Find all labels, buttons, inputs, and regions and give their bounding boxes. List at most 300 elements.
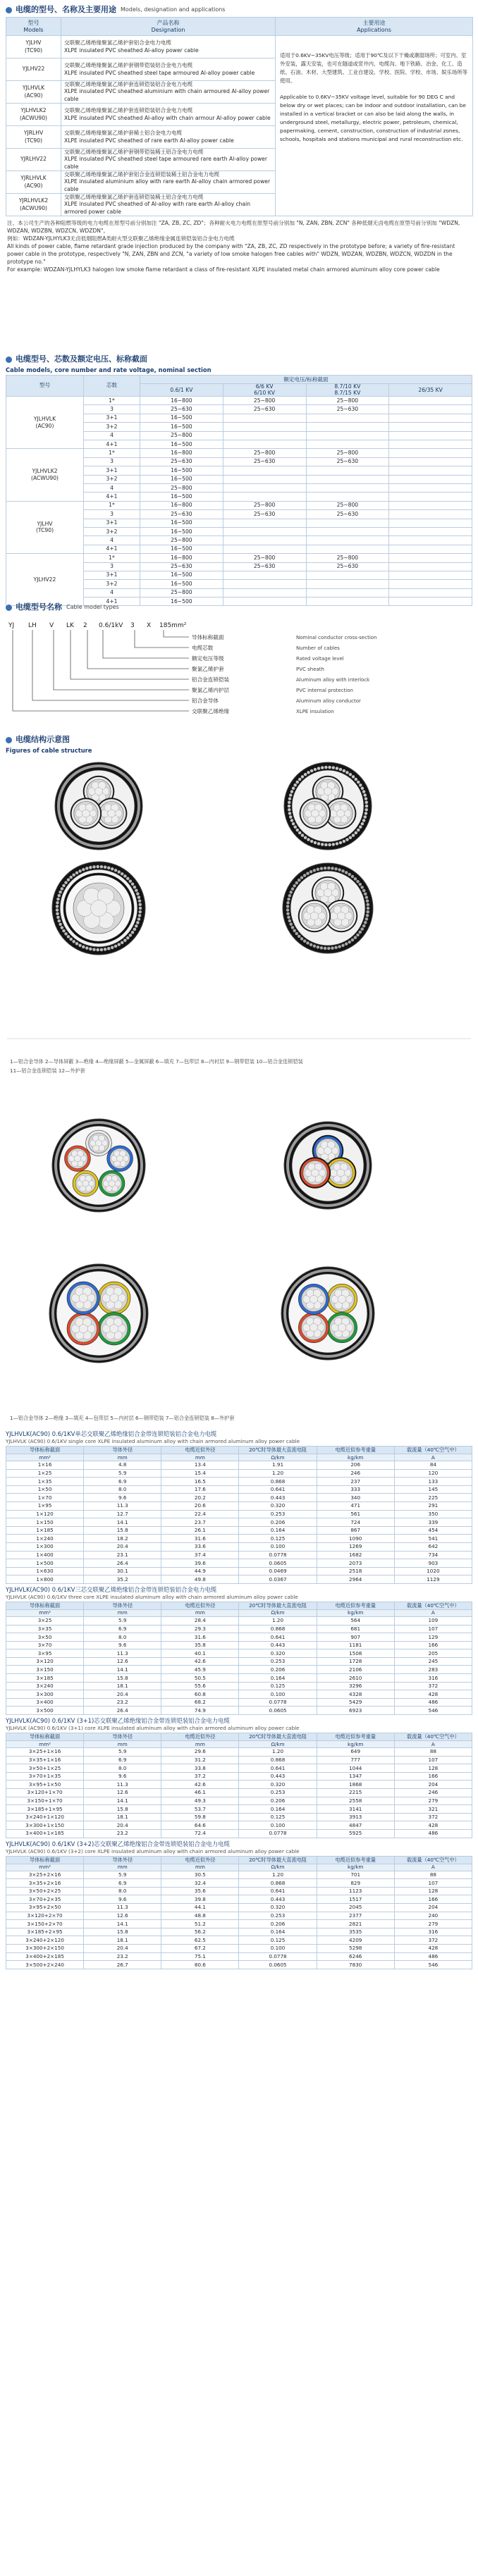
section-range-cell <box>306 423 389 431</box>
column-header: 载流量（40℃空气中） <box>394 1447 472 1454</box>
section-range-cell <box>223 423 306 431</box>
table-cell: 0.868 <box>239 1756 317 1764</box>
table-cell: 5925 <box>317 1829 394 1838</box>
table-cell: 0.164 <box>239 1805 317 1814</box>
table-cell: 3×300+1×150 <box>6 1821 84 1830</box>
section-header <box>0 3 478 17</box>
cores-cell: 4 <box>84 483 140 492</box>
table-row <box>6 1518 472 1527</box>
notes-block <box>0 216 478 273</box>
armour-wire <box>327 947 331 950</box>
armour-wire <box>341 869 345 873</box>
spec-table <box>6 1856 472 1969</box>
table-cell: 5.9 <box>84 1616 161 1625</box>
armour-wire <box>286 908 290 912</box>
armour-wire <box>307 771 310 774</box>
header-app: 主要用途 Applications <box>276 18 473 36</box>
table-cell: 11.3 <box>84 1781 161 1789</box>
section-range-cell: 16~500 <box>140 571 223 579</box>
section-range-cell <box>223 536 306 545</box>
armour-wire <box>89 947 92 950</box>
table-cell: 35.8 <box>161 1641 239 1649</box>
table-title-en: YJLHVLK (AC90) 0.6/1KV (3+1) core XLPE insulated aluminum alloy with chain armored aluminum alloy power cable <box>6 1725 300 1732</box>
table-cell: 53.7 <box>161 1805 239 1814</box>
table-cell: 15.8 <box>84 1928 161 1936</box>
armour-wire <box>310 840 314 843</box>
spec-table <box>6 1446 472 1584</box>
column-unit: kg/km <box>317 1609 394 1616</box>
armour-wire <box>364 808 368 812</box>
table-cell: 0.0778 <box>239 1698 317 1707</box>
table-row <box>6 1649 472 1658</box>
spec-table-block <box>0 1840 478 1969</box>
column-header: 电缆近似外径 <box>161 1856 239 1864</box>
table-cell: 204 <box>394 1903 472 1912</box>
section-range-cell <box>389 545 472 553</box>
model-code: 185mm² <box>159 622 187 629</box>
armour-wire <box>290 790 294 793</box>
spec-table-block <box>0 1430 478 1584</box>
armour-wire <box>356 880 360 884</box>
model-cell: YJLHV (TC90) <box>6 501 84 553</box>
table-row <box>6 1478 472 1486</box>
armour-wire <box>366 899 369 903</box>
armour-wire <box>360 822 364 826</box>
table-cell: 7830 <box>317 1961 394 1969</box>
column-header: 导体标称截面 <box>6 1602 84 1609</box>
table-cell: 1×70 <box>6 1494 84 1502</box>
armour-wire <box>298 934 301 938</box>
armour-wire <box>288 805 291 808</box>
table-cell: 3×70+2×35 <box>6 1895 84 1904</box>
armour-wire <box>310 870 313 874</box>
table-cell: 56.2 <box>161 1928 239 1936</box>
table-cell: 3×185 <box>6 1674 84 1683</box>
section-range-cell: 25~630 <box>223 457 306 466</box>
table-cell: 48.8 <box>161 1912 239 1920</box>
table-row <box>6 1674 472 1683</box>
armour-wire <box>136 892 140 896</box>
armour-wire <box>360 927 364 931</box>
table-cell: 15.4 <box>161 1469 239 1478</box>
armour-wire <box>82 945 85 948</box>
table-cell: 32.4 <box>161 1879 239 1888</box>
model-cell: YJRLHV (TC90) <box>6 126 61 149</box>
cores-cell: 3+2 <box>84 527 140 535</box>
armour-wire <box>137 917 141 921</box>
table-cell: 0.320 <box>239 1781 317 1789</box>
table-cell: 0.443 <box>239 1641 317 1649</box>
section-range-cell <box>306 493 389 501</box>
conductor-strand <box>108 810 116 817</box>
designation-cell: 交联聚乙烯绝缘聚氯乙烯护套钢带铠装铝合金电力电缆 XLPE insulated PVC sheathed steel tape armoured Al-alloy power cable <box>61 58 276 81</box>
table-cell: 42.6 <box>161 1781 239 1789</box>
section-range-cell: 25~630 <box>140 405 223 414</box>
table-cell: 14.1 <box>84 1797 161 1805</box>
table-row <box>6 1707 472 1715</box>
armour-wire <box>298 778 302 781</box>
table-cell: 5.9 <box>84 1871 161 1879</box>
section-range-cell: 25~800 <box>140 588 223 597</box>
model-cell: YJRLHVLK (AC90) <box>6 171 61 194</box>
armour-wire <box>331 867 334 870</box>
column-header: 电缆近似外径 <box>161 1447 239 1454</box>
armour-wire <box>314 768 317 772</box>
section-range-cell: 16~500 <box>140 527 223 535</box>
table-cell: 1×150 <box>6 1518 84 1527</box>
armour-wire <box>138 903 142 906</box>
table-cell: 0.0367 <box>239 1575 317 1584</box>
legend-en: XLPE insulation <box>296 709 334 714</box>
table-cell: 15.8 <box>84 1526 161 1535</box>
table-cell: 1×120 <box>6 1510 84 1518</box>
designation-cell: 交联聚乙烯绝缘聚氯乙烯护套钢带铠装稀土铝合金电力电缆 XLPE insulated PVC sheathed steel tape armoured rare earth Al-alloy power cable <box>61 149 276 171</box>
model-cell: YJLHVLK2 (ACWU90) <box>6 449 84 501</box>
cores-cell: 3+1 <box>84 519 140 527</box>
header-voltage: 额定电压/标称截面 <box>140 376 472 384</box>
legend-cn: 铝合金导体 <box>192 698 219 704</box>
armour-wire <box>288 894 291 898</box>
table-cell: 31.6 <box>161 1535 239 1543</box>
armour-wire <box>298 879 301 882</box>
spec-table <box>6 1733 472 1838</box>
table-cell: 67.2 <box>161 1944 239 1952</box>
table-cell: 339 <box>394 1518 472 1527</box>
table-cell: 16.5 <box>161 1478 239 1486</box>
figure-legend-1: 1—铝合金导体 2—导体屏蔽 3—绝缘 4—绝缘屏蔽 5—金属屏蔽 6—填充 7—包带层 8—内衬层 9—钢带铠装 10—铝合金连锁铠装 <box>10 1058 303 1065</box>
model-cell: YJLHV22 <box>6 58 61 81</box>
table-cell: 68.2 <box>161 1698 239 1707</box>
section-range-cell <box>306 519 389 527</box>
section-title-en: Cable models, core number and rate voltage, nominal section <box>6 366 212 373</box>
conductor-strand <box>74 1156 80 1162</box>
table-row <box>6 1641 472 1649</box>
table-cell: 15.8 <box>84 1674 161 1683</box>
section-title-en: Cable model types <box>66 603 119 610</box>
table-cell: 2518 <box>317 1567 394 1575</box>
table-cell: 1×300 <box>6 1542 84 1551</box>
section-range-cell: 16~800 <box>140 501 223 509</box>
table-row <box>6 1748 472 1757</box>
cores-cell: 4+1 <box>84 440 140 449</box>
column-unit: mm² <box>6 1609 84 1616</box>
table-cell: 0.320 <box>239 1501 317 1510</box>
cores-cell: 3+2 <box>84 475 140 483</box>
armour-wire <box>56 898 60 901</box>
column-header: 导体外径 <box>84 1602 161 1609</box>
conductor-strand <box>116 1156 123 1162</box>
armour-wire <box>126 877 130 880</box>
armour-wire <box>289 922 293 926</box>
cores-cell: 3 <box>84 510 140 519</box>
armour-wire <box>345 838 349 841</box>
cores-cell: 3+1 <box>84 571 140 579</box>
table-row <box>6 1526 472 1535</box>
table-cell: 166 <box>394 1641 472 1649</box>
section-range-cell: 25~800 <box>223 397 306 405</box>
table-cell: 3×150+1×70 <box>6 1797 84 1805</box>
section-range-cell: 16~800 <box>140 449 223 457</box>
table-cell: 204 <box>394 1781 472 1789</box>
armour-wire <box>67 878 71 881</box>
armour-wire <box>336 842 339 846</box>
table-row <box>6 1559 472 1568</box>
armour-wire <box>364 892 367 896</box>
armour-wire <box>96 948 99 952</box>
section-range-cell: 16~500 <box>140 519 223 527</box>
conductor-strand <box>110 1294 118 1302</box>
table-cell: 14.1 <box>84 1666 161 1674</box>
section-range-cell: 16~500 <box>140 545 223 553</box>
armour-wire <box>114 944 118 948</box>
armour-wire <box>104 865 107 869</box>
section-range-cell <box>306 475 389 483</box>
section-range-cell <box>306 431 389 440</box>
table-row <box>6 1887 472 1895</box>
section-title: 电缆结构示意图 <box>16 734 70 744</box>
header-model: 型号 <box>6 376 84 397</box>
section-range-cell <box>306 440 389 449</box>
table-cell: 3535 <box>317 1928 394 1936</box>
section-range-cell <box>389 588 472 597</box>
section-range-cell <box>389 571 472 579</box>
section-range-cell <box>306 536 389 545</box>
table-row <box>6 1805 472 1814</box>
section-range-cell: 25~800 <box>223 554 306 562</box>
section-range-cell: 25~630 <box>223 562 306 571</box>
section-range-cell: 25~630 <box>140 562 223 571</box>
armour-wire <box>286 905 290 908</box>
armour-wire <box>75 942 79 946</box>
section-range-cell <box>306 483 389 492</box>
section-range-cell <box>389 405 472 414</box>
armour-wire <box>328 843 331 847</box>
table-cell: 546 <box>394 1707 472 1715</box>
table-cell: 3×240+2×120 <box>6 1936 84 1945</box>
column-header: 导体外径 <box>84 1447 161 1454</box>
armour-wire <box>313 869 317 872</box>
armour-wire <box>300 937 304 941</box>
column-header: 电缆近似参考重量 <box>317 1447 394 1454</box>
armour-wire <box>104 948 107 951</box>
legend-cn: 电缆芯数 <box>192 645 214 651</box>
table-cell: 129 <box>394 1633 472 1642</box>
model-code: 2 <box>83 622 87 629</box>
section-range-cell <box>223 475 306 483</box>
table-cell: 72.4 <box>161 1829 239 1838</box>
armour-wire <box>92 948 96 951</box>
section-range-cell: 25~630 <box>140 510 223 519</box>
table-cell: 0.641 <box>239 1764 317 1773</box>
armour-wire <box>64 932 68 936</box>
table-cell: 0.206 <box>239 1518 317 1527</box>
column-header: 导体标称截面 <box>6 1733 84 1741</box>
armour-wire <box>345 771 349 774</box>
table-cell: 0.206 <box>239 1666 317 1674</box>
table-cell: 428 <box>394 1690 472 1699</box>
table-cell: 3×120+2×70 <box>6 1912 84 1920</box>
armour-wire <box>364 921 367 924</box>
armour-wire <box>289 793 293 797</box>
table-cell: 4847 <box>317 1821 394 1830</box>
table-cell: 1508 <box>317 1649 394 1658</box>
table-cell: 546 <box>394 1961 472 1969</box>
table-cell: 20.4 <box>84 1821 161 1830</box>
table-cell: 0.253 <box>239 1657 317 1666</box>
spec-tables <box>0 1430 478 1971</box>
armour-wire <box>78 869 82 873</box>
section-range-cell: 16~800 <box>140 554 223 562</box>
table-cell: 0.868 <box>239 1625 317 1633</box>
table-cell: 3×95 <box>6 1649 84 1658</box>
armour-wire <box>324 946 327 950</box>
armour-wire <box>295 829 299 832</box>
armour-wire <box>138 910 142 914</box>
armour-wire <box>121 941 124 944</box>
armour-wire <box>56 912 59 915</box>
armour-wire <box>339 768 343 772</box>
table-cell: 6.9 <box>84 1625 161 1633</box>
armour-wire <box>331 843 335 846</box>
armour-wire <box>139 907 142 910</box>
section-range-cell: 16~500 <box>140 493 223 501</box>
table-cell: 486 <box>394 1829 472 1838</box>
armour-wire <box>60 926 63 929</box>
inner-lining <box>56 1271 141 1356</box>
table-cell: 18.1 <box>84 1813 161 1821</box>
column-unit: A <box>394 1609 472 1616</box>
table-cell: 3×300+2×150 <box>6 1944 84 1952</box>
table-cell: 5.9 <box>84 1469 161 1478</box>
armour-wire <box>128 934 132 937</box>
table-cell: 6923 <box>317 1707 394 1715</box>
section-range-cell <box>306 527 389 535</box>
cores-cell: 3+2 <box>84 580 140 588</box>
table-row <box>6 1789 472 1797</box>
table-title: YJLHVLK(AC90) 0.6/1KV单芯交联聚乙烯绝缘铝合金带连锁铠装铝合金电力电缆 <box>6 1430 217 1437</box>
conductor-strand <box>337 1169 345 1177</box>
conductor-strand <box>337 810 345 817</box>
legend-cn: 交联聚乙烯绝缘 <box>192 708 230 714</box>
section-range-cell: 25~800 <box>140 483 223 492</box>
armour-wire <box>78 943 82 947</box>
conductor-strand <box>310 912 319 920</box>
table-cell: 26.4 <box>84 1559 161 1568</box>
cores-cell: 3 <box>84 562 140 571</box>
table-cell: 3×50+1×25 <box>6 1764 84 1773</box>
armour-wire <box>72 873 75 877</box>
cores-cell: 1* <box>84 449 140 457</box>
table-row <box>6 1535 472 1543</box>
armour-wire <box>62 884 66 888</box>
table-cell: 1123 <box>317 1887 394 1895</box>
column-unit: mm <box>161 1864 239 1871</box>
model-code: LK <box>66 622 74 629</box>
armour-wire <box>362 790 366 793</box>
table-cell: 316 <box>394 1928 472 1936</box>
table-row <box>6 1813 472 1821</box>
section-header <box>0 352 478 366</box>
table-cell: 11.3 <box>84 1501 161 1510</box>
table-cell: 60.8 <box>161 1690 239 1699</box>
armour-wire <box>356 934 360 937</box>
section-range-cell <box>223 493 306 501</box>
table-cell: 561 <box>317 1510 394 1518</box>
legend-cn: 额定电压等级 <box>192 655 224 662</box>
conductor-strand <box>338 1295 345 1303</box>
armour-wire <box>100 865 104 869</box>
section-title: 电缆型号名称 <box>16 602 62 612</box>
armour-wire <box>85 946 89 950</box>
table-cell: 486 <box>394 1952 472 1961</box>
section-range-cell <box>223 571 306 579</box>
table-cell: 541 <box>394 1535 472 1543</box>
column-unit: mm <box>84 1741 161 1748</box>
table-cell: 471 <box>317 1501 394 1510</box>
section-range-cell: 25~800 <box>140 536 223 545</box>
table-row <box>6 1936 472 1945</box>
table-cell: 3×150+2×70 <box>6 1920 84 1928</box>
legend-cn: 聚氯乙烯护套 <box>192 666 224 672</box>
table-cell: 107 <box>394 1879 472 1888</box>
table-cell: 20.4 <box>84 1690 161 1699</box>
column-header: 载流量（40℃空气中） <box>394 1602 472 1609</box>
figure-legend-2: 1—铝合金导体 2—绝缘 3—填充 4—包带层 5—内衬层 6—钢带铠装 7—铝合金连锁铠装 8—外护套 <box>10 1415 235 1421</box>
armour-wire <box>107 947 111 950</box>
armour-wire <box>62 929 66 933</box>
table-cell: 4.8 <box>84 1461 161 1470</box>
table-cell: 0.125 <box>239 1682 317 1690</box>
table-cell: 49.8 <box>161 1575 239 1584</box>
table-cell: 5298 <box>317 1944 394 1952</box>
table-cell: 88 <box>394 1748 472 1757</box>
armour-wire <box>286 912 290 915</box>
armour-wire <box>114 869 118 872</box>
table-cell: 867 <box>317 1526 394 1535</box>
armour-wire <box>313 944 317 948</box>
table-row <box>6 1633 472 1642</box>
table-title-en: YJLHVLK (AC90) 0.6/1KV three core XLPE insulated aluminum alloy with chain armored aluminum alloy power cable <box>6 1593 298 1600</box>
table-cell: 2964 <box>317 1575 394 1584</box>
legend-en: Nominal conductor cross-section <box>296 635 377 640</box>
cores-cell: 4+1 <box>84 493 140 501</box>
armour-wire <box>64 881 68 884</box>
table-cell: 39.8 <box>161 1895 239 1904</box>
table-row <box>6 1903 472 1912</box>
table-cell: 2073 <box>317 1559 394 1568</box>
figure-legend-1b: 11—铝合金连锁铠装 12—外护套 <box>10 1067 85 1074</box>
section-range-cell <box>389 414 472 422</box>
table-cell: 372 <box>394 1936 472 1945</box>
armour-wire <box>298 831 302 835</box>
table-cell: 240 <box>394 1912 472 1920</box>
table-cell: 681 <box>317 1625 394 1633</box>
section-range-cell <box>306 545 389 553</box>
cores-cell: 4+1 <box>84 597 140 606</box>
table-cell: 321 <box>394 1805 472 1814</box>
legend-en: PVC sheath <box>296 667 324 672</box>
applications-cell: 适用于0.6KV~35KV电压等级；适用于90℃及以下干燥或潮湿场所；可室内、室外安装，露天安装，也可在隧道或竖井内、电缆沟、地下铁路、冶金、化工、造纸、石油、木材、大型建筑、工业自建设、学校、医院、学校、市场、娱乐场所等使用。 Applicable to 0.6KV~35KV voltage level, suitable for 90 DEG C and below dry or wet places; can be indoor and outdoor installation, can be installed in a vertical bracket or can also be laid along the walls, in underground steel, metallurgy, electric power, petroleum, chemical, papermaking, cement, construction, construction of industrial zones, schools, hospitals and stations municipal and rural reconstruction etc. <box>276 36 473 216</box>
table-row <box>6 1690 472 1699</box>
table-row <box>6 1575 472 1584</box>
table-cell: 30.5 <box>161 1871 239 1879</box>
armour-wire <box>290 819 294 822</box>
section-range-cell <box>306 466 389 475</box>
table-cell: 0.253 <box>239 1789 317 1797</box>
table-cell: 3×35 <box>6 1625 84 1633</box>
table-cell: 0.253 <box>239 1912 317 1920</box>
table-cell: 1044 <box>317 1764 394 1773</box>
